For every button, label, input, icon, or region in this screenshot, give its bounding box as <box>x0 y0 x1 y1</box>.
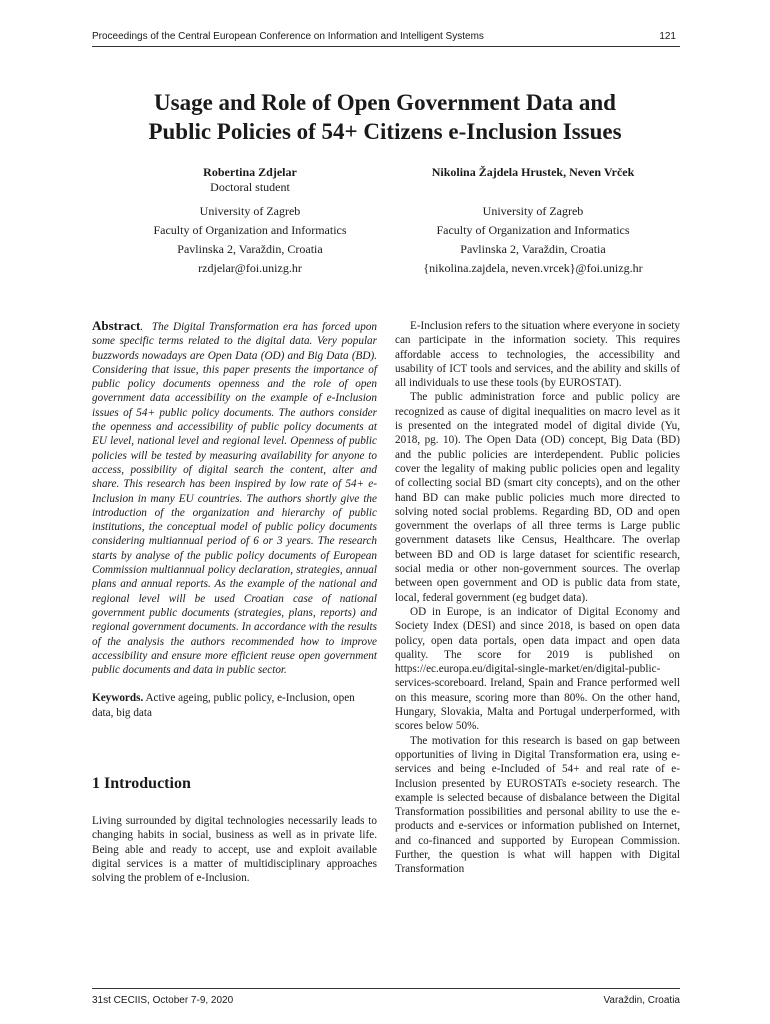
author-address: Pavlinska 2, Varaždin, Croatia <box>460 242 606 256</box>
author-email: rzdjelar@foi.unizg.hr <box>198 261 302 275</box>
paragraph-od-europe: OD in Europe, is an indicator of Digital Economy and Society Index (DESI) and since 2018, is based on open data policy, open data portals, open data impact and open data quality. The score for 2019 is published on https://ec.europa.eu/digital-single-market/en/digital-public-services-scoreboard. Ireland, Spain and France performed well on this measure, scoring more than 80%. On the other hand, Hungary, Slovakia, Malta and Portugal underperformed, with scores below 50%. <box>395 605 680 733</box>
abstract-text: The Digital Transformation era has forced upon some specific terms related to the digital data. Very popular buzzwords nowadays are Open Data (OD) and Big Data (BD). Considering that issue, this paper presents the importance of public policy documents openness and the role of open government data accessibility on the example of e-Inclusion issues of 54+ public policy documents. The authors consider the openness and accessibility of public policy documents at EU level, national level and regional level. Openness of public policies will be tested by measuring availability for anyone to access, possibility of digital search the content, alter and share. This research has been inspired by low rate of 54+ e-Inclusion in many EU countries. The authors shortly give the introduction of the organization and hierarchy of public institutions, the conceptual model of public policy documents considering multiannual period of 6 or 3 years. The research starts by analyse of the public policy documents of European Commission multiannual policy declaration, strategies, annual plans and annual reports. As the example of the national and regional level will be used Croatian case of national government public documents (strategies, plans, reports) and regional government documents. In accordance with the results of the analysis the authors recommended how to improve accessibility and ensure more efficient reuse open government public documents and data in public sector. <box>92 321 378 677</box>
left-column <box>92 319 377 886</box>
author-spacer <box>383 180 683 202</box>
abstract: Abstract. The Digital Transformation era has forced upon some specific terms related to the digital data. Very popular buzzwords nowadays are Open Data (OD) and Big Data (BD). Considering that issue, this paper presents the importance of public policy documents openness and the role of open government data accessibility on the example of e-Inclusion issues of 54+ public policy documents. The authors consider the openness and accessibility of public policy documents at EU level, national level and regional level. Openness of public policies will be tested by measuring availability for anyone to access, possibility of digital search the content, alter and share. This research has been inspired by low rate of 54+ e-Inclusion in many EU countries. The authors shortly give the introduction of the organization and hierarchy of public institutions, the conceptual model of public policy documents considering multiannual period of 6 or 3 years. The research starts by analyse of the public policy documents of European Commission multiannual policy declaration, strategies, annual plans and annual reports. As the example of the national and regional level will be used Croatian case of national government public documents (strategies, plans, reports) and regional government documents. In accordance with the results of the analysis the authors recommended how to improve accessibility and ensure more efficient reuse open government public documents and data in public sector. <box>92 318 378 677</box>
title-line-1: Usage and Role of Open Government Data and <box>154 90 616 115</box>
running-header <box>92 31 680 47</box>
author-university: University of Zagreb <box>199 204 301 218</box>
author-university: University of Zagreb <box>482 204 584 218</box>
title-line-2: Public Policies of 54+ Citizens e-Inclusion Issues <box>148 119 622 144</box>
author-block-left <box>100 164 400 278</box>
intro-paragraph: Living surrounded by digital technologies necessarily leads to changing habits in social, business as well as in private life. Being able and ready to accept, use and exploit available digital services is a matter of multidisciplinary approaches solving the problem of e-Inclusion. <box>92 815 377 885</box>
author-email: {nikolina.zajdela, neven.vrcek}@foi.unizg.hr <box>423 261 643 275</box>
paragraph-public-administration: The public administration force and public policy are recognized as cause of digital inequalities on macro level as it is presented on the integrated model of digital divide (Yu, 2018, pg. 10). The Open Data (OD) concept, Big Data (BD) and the public policies are interdependent. Public policies cover the legality of making public policies open and legality of collecting social BD (smart city concepts), and on the other hand BD can make public policies much more directed to solving noted social problems. Regarding BD, OD and open government the overlaps of all three terms is Large public government datasets like Census, Healthcare. The overlap between BD and OD is large dataset for scientific research, social media or other non-government sources. The overlap between open government and OD is public data from state, local, federal government (eg budget data). <box>395 391 680 604</box>
right-column <box>395 319 680 877</box>
proceedings-title: Proceedings of the Central European Conference on Information and Intelligent Systems <box>92 31 484 42</box>
keywords-text: Active ageing, public policy, e-Inclusion, open data, big data <box>92 692 355 719</box>
page-footer <box>92 988 680 1019</box>
footer-location: Varaždin, Croatia <box>603 995 680 1006</box>
page-number: 121 <box>659 31 676 42</box>
author-address: Pavlinska 2, Varaždin, Croatia <box>177 242 323 256</box>
abstract-label: Abstract <box>92 318 141 333</box>
footer-conference: 31st CECIIS, October 7-9, 2020 <box>92 995 234 1006</box>
author-name: Nikolina Žajdela Hrustek, Neven Vrček <box>431 165 635 179</box>
paragraph-motivation: The motivation for this research is based on gap between opportunities of living in Digital Transformation era, using e-services and being e-Included of 54+ and real rate of e-Inclusion presented by EUROSTATs e-society research. The example is selected because of disbalance between the Digital Transformation possibilities and personal ability to use the e-products and e-services or information published on Internet, and co-financed and supported by European Commission. Further, the question is what will happen with Digital Transformation <box>395 734 680 876</box>
author-faculty: Faculty of Organization and Informatics <box>436 223 630 237</box>
author-faculty: Faculty of Organization and Informatics <box>153 223 347 237</box>
keywords <box>92 691 377 720</box>
author-role: Doctoral student <box>210 180 290 194</box>
author-name: Robertina Zdjelar <box>203 165 297 179</box>
paper-title <box>60 88 710 146</box>
section-heading-introduction: 1 Introduction <box>92 775 191 793</box>
keywords-label: Keywords. <box>92 692 144 705</box>
paragraph-e-inclusion: E-Inclusion refers to the situation where everyone in society can participate in the information society. This requires affordable access to technologies, the accessibility and usability of ICT tools and services, and the ability and skills of all individuals to use these tools (by EUROSTAT). <box>395 320 680 390</box>
author-block-right <box>383 164 683 278</box>
